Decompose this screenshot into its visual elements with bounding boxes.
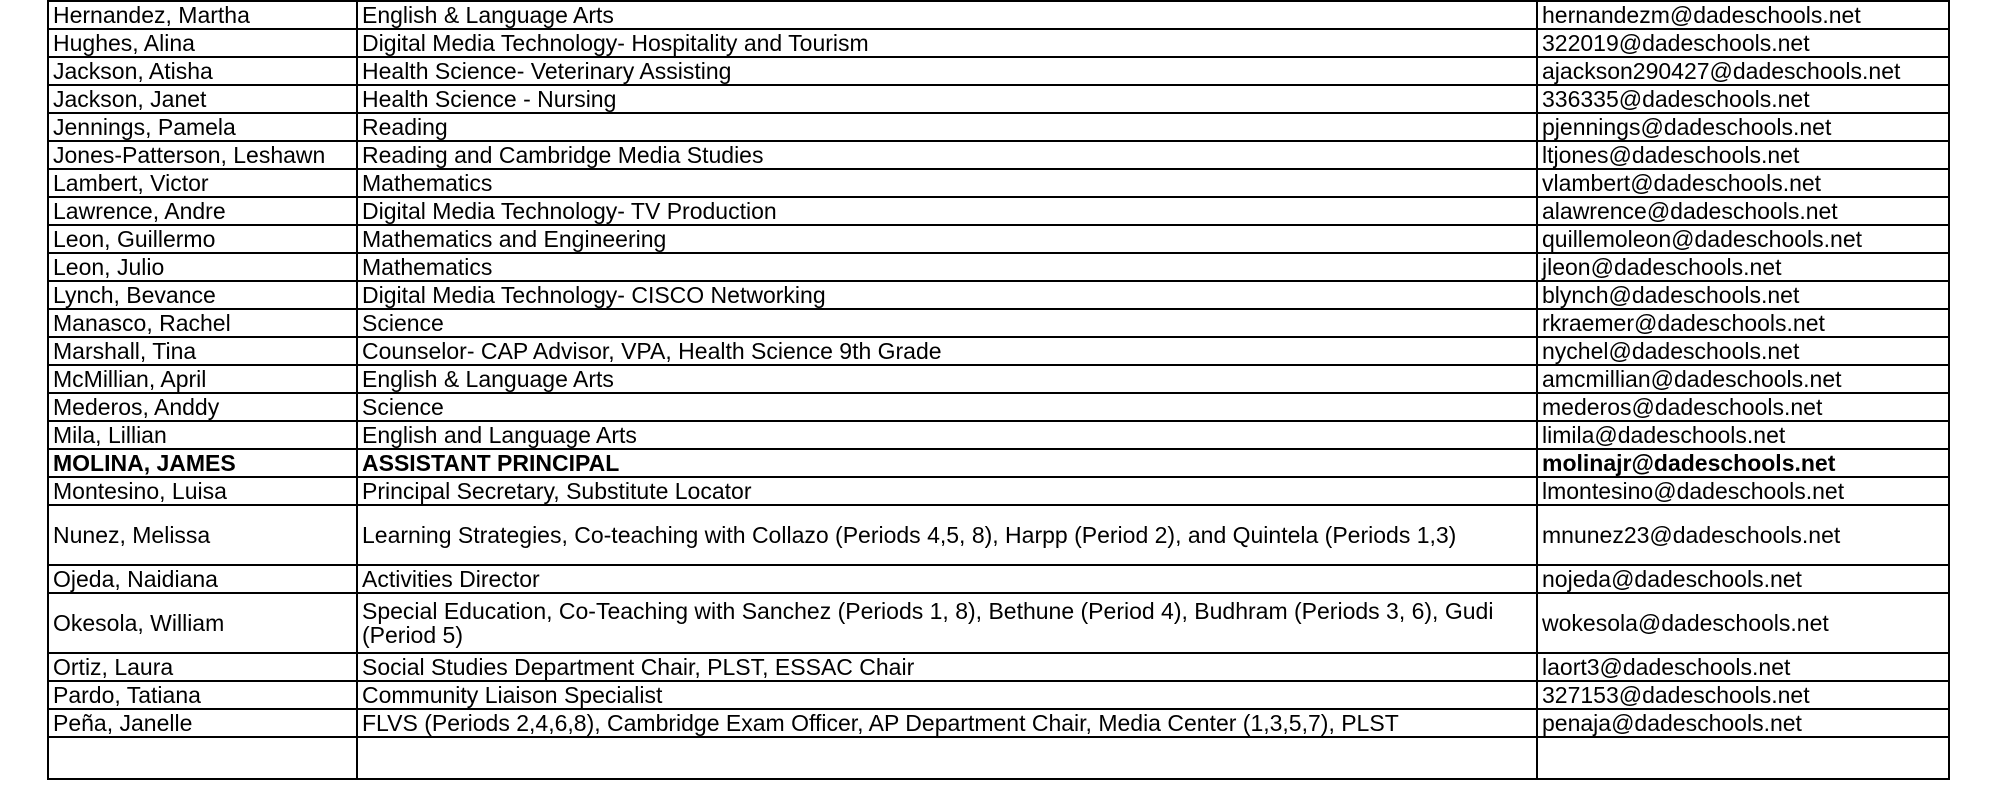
- staff-email: molinajr@dadeschools.net: [1537, 449, 1949, 477]
- staff-name: McMillian, April: [48, 365, 357, 393]
- table-row: [48, 681, 1949, 709]
- table-row: [48, 593, 1949, 653]
- table-row: [48, 505, 1949, 565]
- staff-assignment: Community Liaison Specialist: [357, 681, 1537, 709]
- staff-name: Jennings, Pamela: [48, 113, 357, 141]
- staff-directory-table: [47, 0, 1950, 780]
- staff-email: amcmillian@dadeschools.net: [1537, 365, 1949, 393]
- table-row: [48, 449, 1949, 477]
- staff-name: Pardo, Tatiana: [48, 681, 357, 709]
- staff-name: Hernandez, Martha: [48, 1, 357, 29]
- table-row: [48, 57, 1949, 85]
- staff-name: [48, 737, 357, 779]
- staff-assignment: Counselor- CAP Advisor, VPA, Health Science 9th Grade: [357, 337, 1537, 365]
- staff-email: hernandezm@dadeschools.net: [1537, 1, 1949, 29]
- staff-name: Hughes, Alina: [48, 29, 357, 57]
- staff-assignment: Special Education, Co-Teaching with Sanchez (Periods 1, 8), Bethune (Period 4), Budhram (Periods 3, 6), Gudi (Period 5): [357, 593, 1537, 653]
- staff-assignment: [357, 737, 1537, 779]
- staff-email: blynch@dadeschools.net: [1537, 281, 1949, 309]
- staff-name: Lambert, Victor: [48, 169, 357, 197]
- staff-assignment: English & Language Arts: [357, 1, 1537, 29]
- staff-assignment: ASSISTANT PRINCIPAL: [357, 449, 1537, 477]
- staff-name: Leon, Julio: [48, 253, 357, 281]
- table-row: [48, 113, 1949, 141]
- staff-email: 327153@dadeschools.net: [1537, 681, 1949, 709]
- table-row: [48, 337, 1949, 365]
- staff-name: Lynch, Bevance: [48, 281, 357, 309]
- staff-name: Lawrence, Andre: [48, 197, 357, 225]
- staff-assignment: Principal Secretary, Substitute Locator: [357, 477, 1537, 505]
- table-row: [48, 197, 1949, 225]
- staff-name: Mila, Lillian: [48, 421, 357, 449]
- staff-email: jleon@dadeschools.net: [1537, 253, 1949, 281]
- staff-assignment: Reading and Cambridge Media Studies: [357, 141, 1537, 169]
- staff-name: Jackson, Janet: [48, 85, 357, 113]
- table-row-partial: [48, 737, 1949, 779]
- staff-assignment: Learning Strategies, Co-teaching with Collazo (Periods 4,5, 8), Harpp (Period 2), and Quintela (Periods 1,3): [357, 505, 1537, 565]
- staff-name: Manasco, Rachel: [48, 309, 357, 337]
- staff-assignment: English & Language Arts: [357, 365, 1537, 393]
- staff-assignment: FLVS (Periods 2,4,6,8), Cambridge Exam Officer, AP Department Chair, Media Center (1,3,5,7), PLST: [357, 709, 1537, 737]
- staff-email: 322019@dadeschools.net: [1537, 29, 1949, 57]
- table-row: [48, 281, 1949, 309]
- staff-name: Jackson, Atisha: [48, 57, 357, 85]
- staff-email: alawrence@dadeschools.net: [1537, 197, 1949, 225]
- table-row: [48, 309, 1949, 337]
- staff-assignment: Digital Media Technology- CISCO Networking: [357, 281, 1537, 309]
- staff-email: laort3@dadeschools.net: [1537, 653, 1949, 681]
- staff-assignment: Science: [357, 309, 1537, 337]
- staff-name: MOLINA, JAMES: [48, 449, 357, 477]
- table-row: [48, 253, 1949, 281]
- table-row: [48, 225, 1949, 253]
- staff-assignment: Science: [357, 393, 1537, 421]
- staff-email: wokesola@dadeschools.net: [1537, 593, 1949, 653]
- table-row: [48, 365, 1949, 393]
- staff-assignment: Health Science - Nursing: [357, 85, 1537, 113]
- staff-assignment: Digital Media Technology- TV Production: [357, 197, 1537, 225]
- staff-email: 336335@dadeschools.net: [1537, 85, 1949, 113]
- table-row: [48, 169, 1949, 197]
- staff-name: Ortiz, Laura: [48, 653, 357, 681]
- staff-email: lmontesino@dadeschools.net: [1537, 477, 1949, 505]
- staff-email: nojeda@dadeschools.net: [1537, 565, 1949, 593]
- staff-assignment: Digital Media Technology- Hospitality and Tourism: [357, 29, 1537, 57]
- staff-email: pjennings@dadeschools.net: [1537, 113, 1949, 141]
- table-row: [48, 653, 1949, 681]
- staff-email: mnunez23@dadeschools.net: [1537, 505, 1949, 565]
- table-row: [48, 1, 1949, 29]
- table-row: [48, 477, 1949, 505]
- staff-email: limila@dadeschools.net: [1537, 421, 1949, 449]
- staff-name: Montesino, Luisa: [48, 477, 357, 505]
- staff-name: Nunez, Melissa: [48, 505, 357, 565]
- staff-name: Peña, Janelle: [48, 709, 357, 737]
- table-row: [48, 421, 1949, 449]
- staff-email: penaja@dadeschools.net: [1537, 709, 1949, 737]
- table-row: [48, 141, 1949, 169]
- staff-assignment: Mathematics: [357, 253, 1537, 281]
- staff-name: Jones-Patterson, Leshawn: [48, 141, 357, 169]
- staff-assignment: English and Language Arts: [357, 421, 1537, 449]
- staff-name: Mederos, Anddy: [48, 393, 357, 421]
- table-row: [48, 393, 1949, 421]
- staff-assignment: Reading: [357, 113, 1537, 141]
- staff-email: nychel@dadeschools.net: [1537, 337, 1949, 365]
- staff-email: [1537, 737, 1949, 779]
- staff-email: ltjones@dadeschools.net: [1537, 141, 1949, 169]
- table-row: [48, 29, 1949, 57]
- staff-assignment: Mathematics and Engineering: [357, 225, 1537, 253]
- staff-name: Ojeda, Naidiana: [48, 565, 357, 593]
- staff-name: Leon, Guillermo: [48, 225, 357, 253]
- staff-assignment: Health Science- Veterinary Assisting: [357, 57, 1537, 85]
- table-row: [48, 85, 1949, 113]
- staff-name: Okesola, William: [48, 593, 357, 653]
- staff-name: Marshall, Tina: [48, 337, 357, 365]
- staff-email: rkraemer@dadeschools.net: [1537, 309, 1949, 337]
- staff-assignment: Social Studies Department Chair, PLST, ESSAC Chair: [357, 653, 1537, 681]
- table-row: [48, 709, 1949, 737]
- staff-email: ajackson290427@dadeschools.net: [1537, 57, 1949, 85]
- staff-assignment: Mathematics: [357, 169, 1537, 197]
- staff-assignment: Activities Director: [357, 565, 1537, 593]
- staff-email: mederos@dadeschools.net: [1537, 393, 1949, 421]
- staff-email: quillemoleon@dadeschools.net: [1537, 225, 1949, 253]
- table-row: [48, 565, 1949, 593]
- staff-email: vlambert@dadeschools.net: [1537, 169, 1949, 197]
